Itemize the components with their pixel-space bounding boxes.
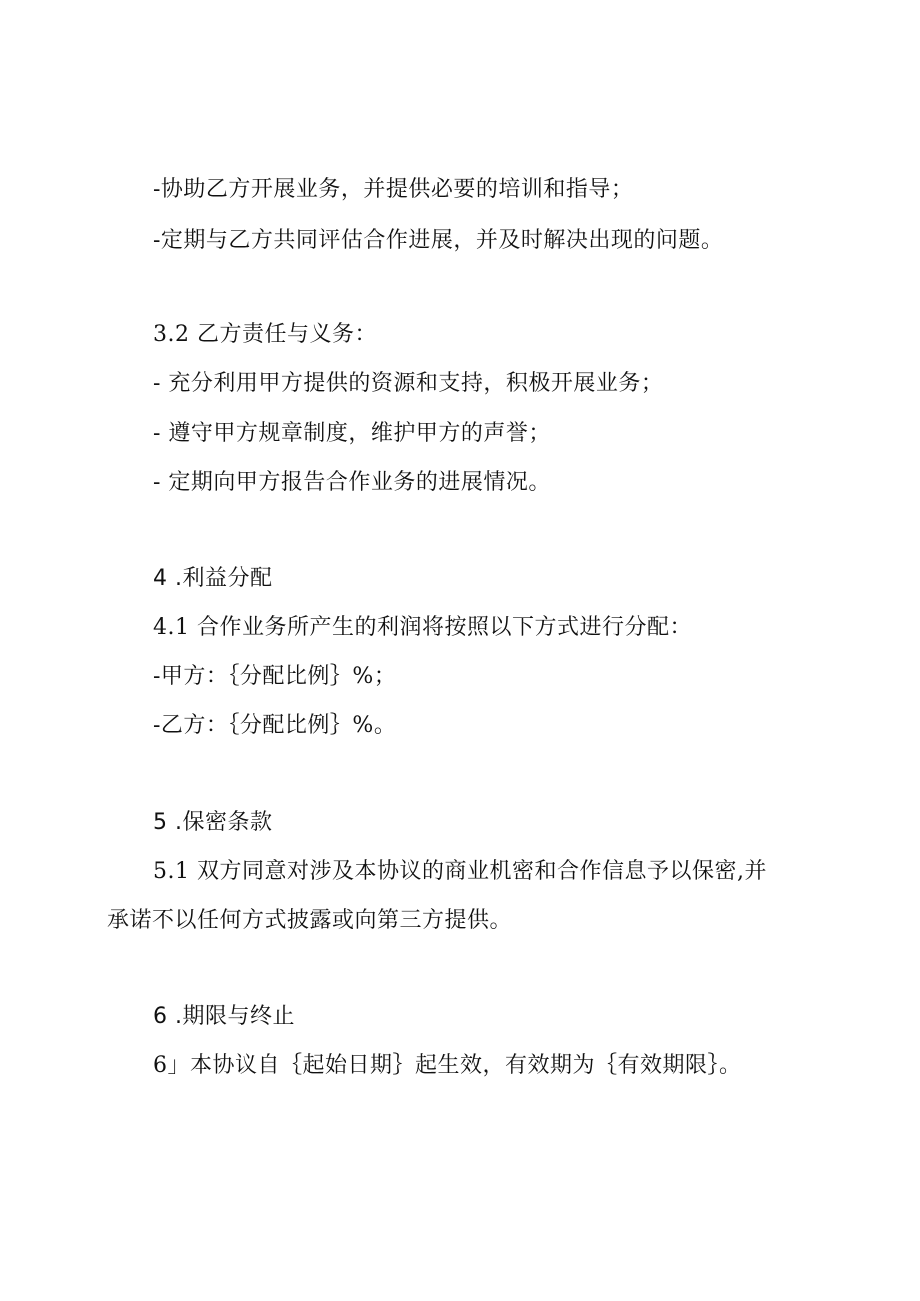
clause-5-1-line-1: 5.1 双方同意对涉及本协议的商业机密和合作信息予以保密,并 [153,859,767,884]
party-a-share: -甲方：｛分配比例｝%； [153,664,397,689]
section-6-heading: 6 .期限与终止 [153,1004,295,1029]
clause-3-1-item-1: -协助乙方开展业务，并提供必要的培训和指导； [153,177,634,202]
clause-3-2-item-3: - 定期向甲方报告合作业务的进展情况。 [153,470,551,495]
clause-5-1-line-2: 承诺不以任何方式披露或向第三方提供。 [107,908,513,933]
clause-3-2-heading: 3.2 乙方责任与义务： [153,322,377,347]
clause-3-1-item-2: -定期与乙方共同评估合作进展，并及时解决出现的问题。 [153,228,724,253]
section-5-heading: 5 .保密条款 [153,810,273,835]
clause-6-1: 6」本协议自｛起始日期｝起生效，有效期为｛有效期限｝。 [153,1053,742,1078]
clause-3-2-item-2: - 遵守甲方规章制度，维护甲方的声誉； [153,421,551,446]
party-b-share: -乙方：｛分配比例｝%。 [153,713,397,738]
clause-3-2-item-1: - 充分利用甲方提供的资源和支持，积极开展业务； [153,371,664,396]
section-4-heading: 4 .利益分配 [153,566,273,591]
clause-4-1: 4.1 合作业务所产生的利润将按照以下方式进行分配： [153,615,692,640]
